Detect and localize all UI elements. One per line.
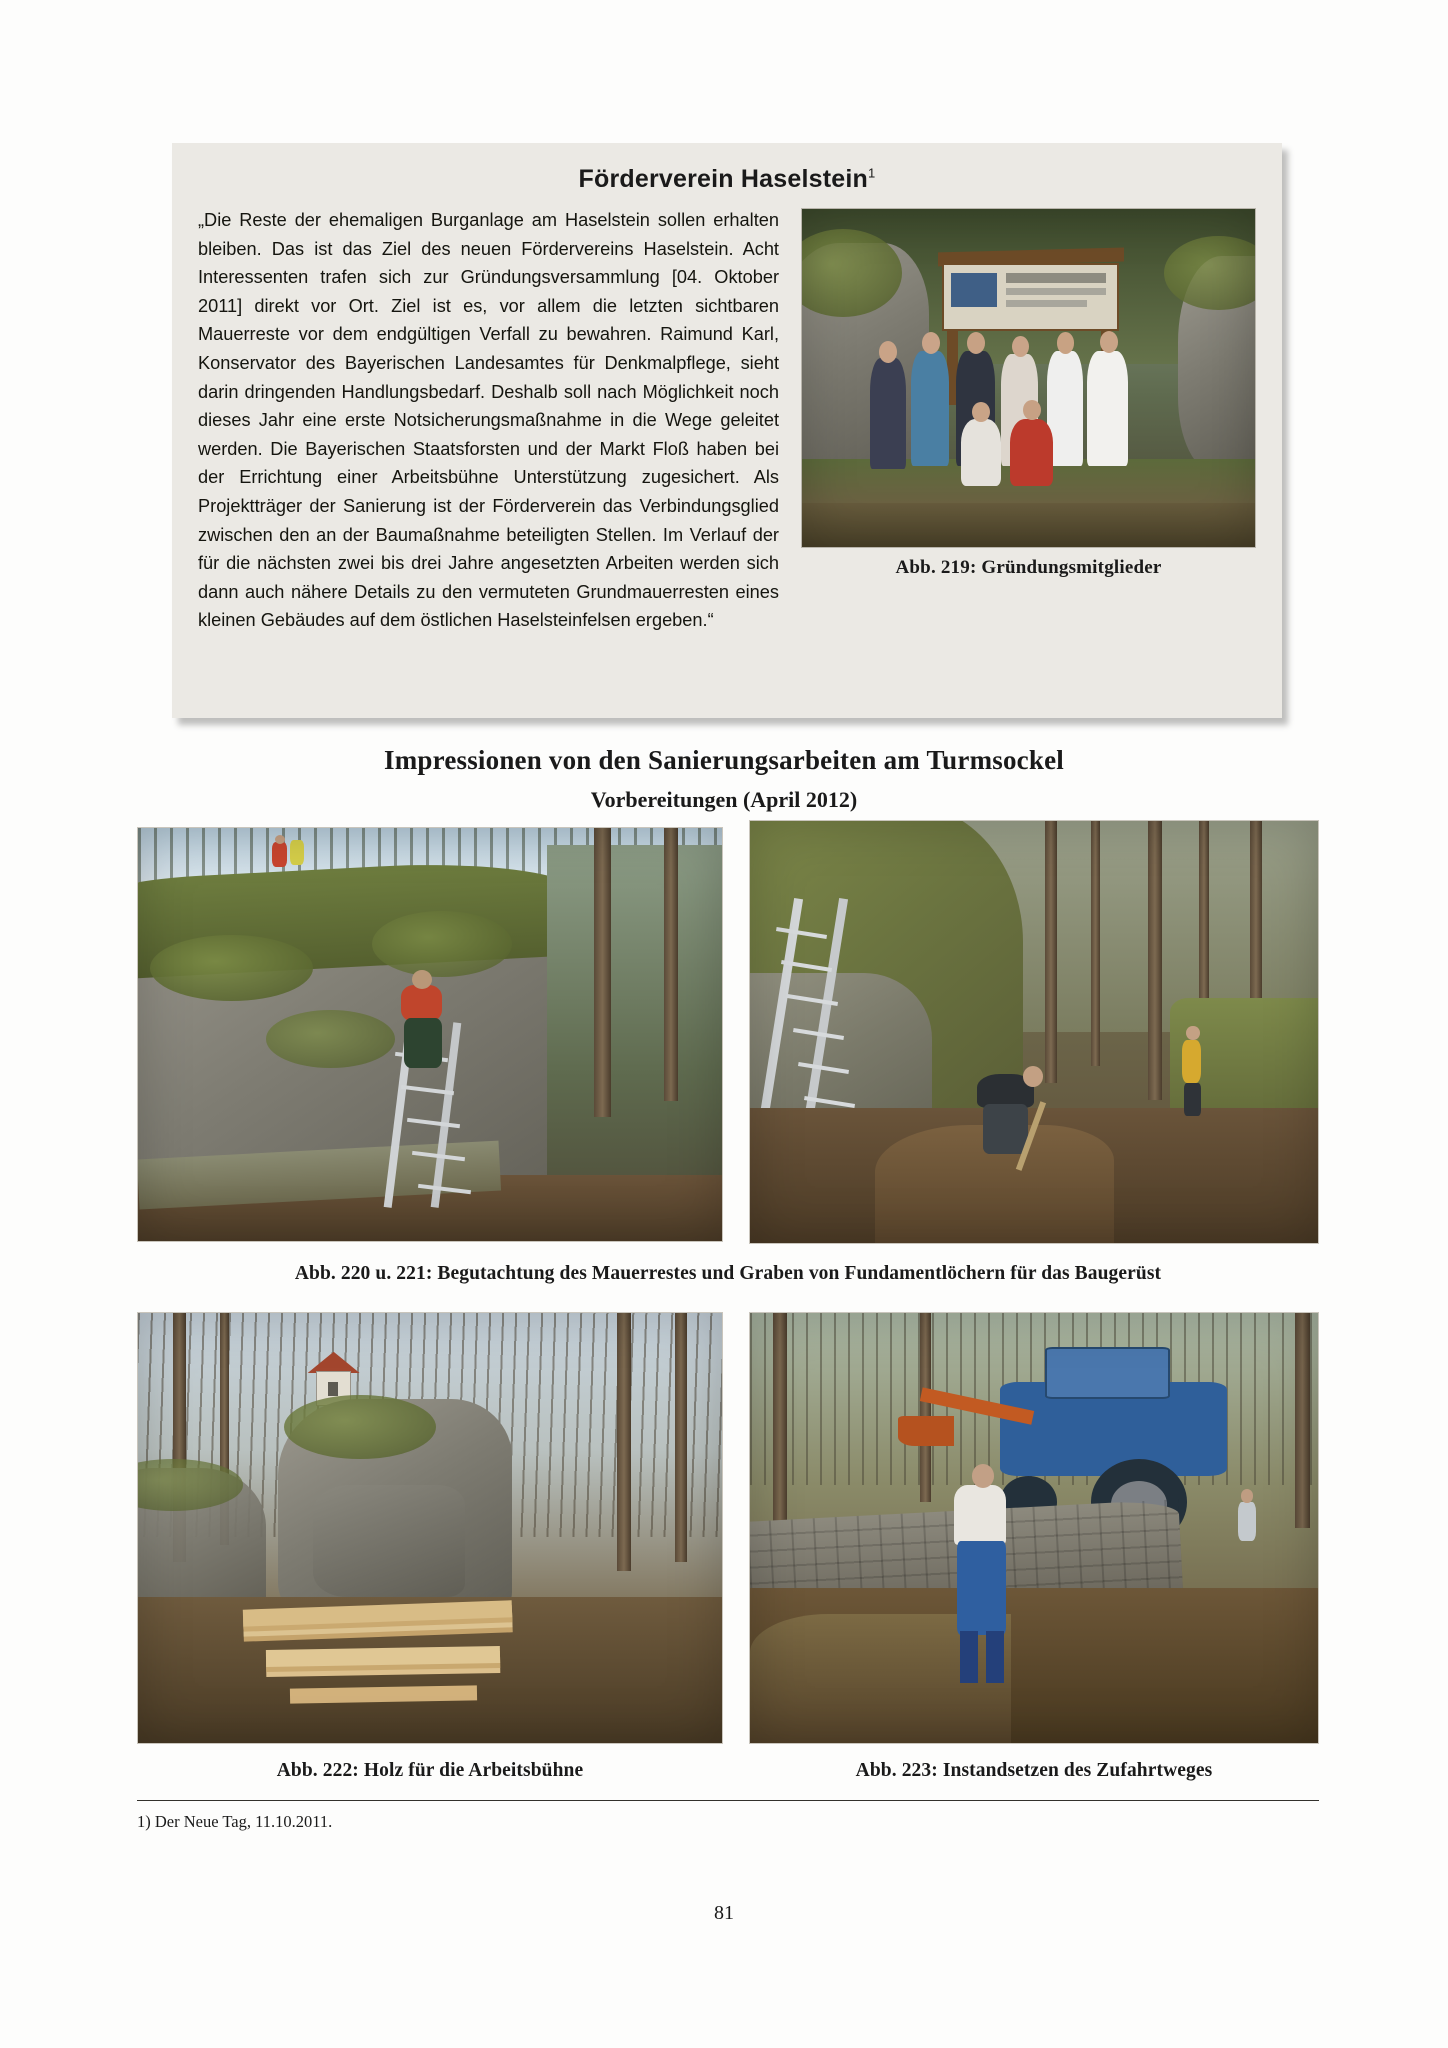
footnote-divider	[137, 1800, 1319, 1801]
figure-219-image	[801, 208, 1256, 548]
preparations-heading: Vorbereitungen (April 2012)	[590, 787, 858, 812]
figure-222-image	[137, 1312, 723, 1744]
figure-223-image	[749, 1312, 1319, 1744]
figure-219-caption: Abb. 219: Gründungsmitglieder	[895, 557, 1162, 578]
article-title-text: Förderverein Haselstein	[578, 165, 868, 193]
article-body: „Die Reste der ehemaligen Burganlage am Haselstein sollen erhalten bleiben. Das ist das Ziel des neuen Fördervereins Haselstein. Acht Interessenten trafen sich zur Gründungsversammlung [04. Oktober 2011] direkt vor Ort. Ziel ist es, vor allem die letzten sichtbaren Mauerreste vor dem endgültigen Verfall zu bewahren. Raimund Karl, Konservator des Bayerischen Landesamtes für Denkmalpflege, sieht darin dringenden Handlungsbedarf. Deshalb soll nach Möglichkeit noch dieses Jahr eine erste Notsicherungsmaßnahme in die Wege geleitet werden. Die Bayerischen Staatsforsten und der Markt Floß haben bei der Errichtung einer Arbeitsbühne Unterstützung zugesichert. Als Projektträger der Sanierung ist der Förderverein das Verbindungsglied zwischen den an der Baumaßnahme beteiligten Stellen. Im Verlauf der für die nächsten zwei bis drei Jahre angesetzten Arbeiten werden sich dann auch nähere Details zu den vermuteten Grundmauerresten eines kleinen Gebäudes auf dem östlichen Haselsteinfelsen ergeben.“	[198, 210, 779, 631]
figure-222-caption: Abb. 222: Holz für die Arbeitsbühne	[276, 1760, 584, 1781]
figure-221-image	[749, 820, 1319, 1244]
figure-223-caption: Abb. 223: Instandsetzen des Zufahrtweges	[855, 1760, 1213, 1781]
article-box	[172, 143, 1282, 718]
figure-220-221-caption: Abb. 220 u. 221: Begutachtung des Mauerrestes und Graben von Fundamentlöchern für das Baugerüst	[294, 1263, 1162, 1284]
figure-220-image	[137, 827, 723, 1242]
article-title-footnote-marker: 1	[868, 165, 876, 181]
article-title	[198, 165, 1256, 194]
figure-219	[801, 208, 1256, 579]
impressions-heading: Impressionen von den Sanierungsarbeiten am Turmsockel	[384, 745, 1064, 775]
page-number: 81	[714, 1902, 734, 1924]
footnote-text: 1) Der Neue Tag, 11.10.2011.	[137, 1812, 333, 1831]
